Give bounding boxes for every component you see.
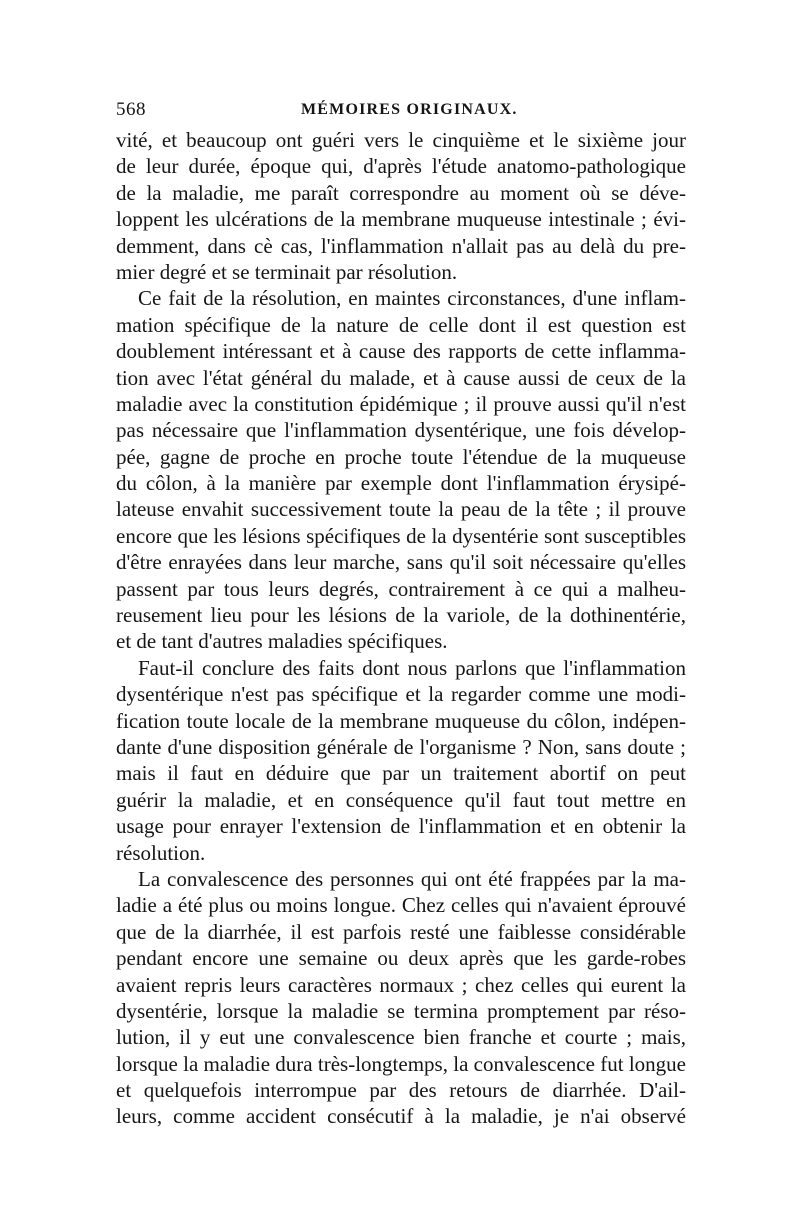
text-line: et de tant d'autres maladies spécifiques. [116,629,448,654]
text-line: et quelquefois interrompue par des retours de diarrhée. D'ail- [116,1078,686,1103]
text-line: avaient repris leurs caractères normaux ; chez celles qui eurent la [116,972,686,997]
page-header [116,99,686,125]
text-line: guérir la maladie, et en conséquence qu'il faut tout mettre en [116,787,686,812]
text-line: dysentérique n'est pas spécifique et la regarder comme une modi- [116,682,686,707]
text-line: loppent les ulcérations de la membrane muqueuse intestinale ; évi- [116,207,686,232]
text-line: ladie a été plus ou moins longue. Chez celles qui n'avaient éprouvé [116,893,686,918]
text-line: résolution. [116,840,206,865]
text-line: pée, gagne de proche en proche toute l'étendue de la muqueuse [116,444,686,469]
text-line: usage pour enrayer l'extension de l'inflammation et en obtenir la [116,814,686,839]
text-line: du côlon, à la manière par exemple dont l'inflammation érysipé- [116,471,686,496]
text-line: mier degré et se terminait par résolution. [116,259,458,284]
text-line: fication toute locale de la membrane muqueuse du côlon, indépen- [116,708,686,733]
text-line: demment, dans cè cas, l'inflammation n'allait pas au delà du pre- [116,233,686,258]
text-line: pas nécessaire que l'inflammation dysentérique, une fois dévelop- [116,418,686,443]
body-text [116,127,686,1130]
running-title: MÉMOIRES ORIGINAUX. [301,101,518,118]
text-line: d'être enrayées dans leur marche, sans qu'il soit nécessaire qu'elles [116,550,686,575]
text-line: lorsque la maladie dura très-longtemps, la convalescence fut longue [116,1051,686,1076]
text-line: Ce fait de la résolution, en maintes circonstances, d'une inflam- [138,286,686,311]
text-line: Faut-il conclure des faits dont nous parlons que l'inflammation [138,655,686,680]
text-line: mation spécifique de la nature de celle dont il est question est [116,312,686,337]
page-number: 568 [116,99,146,120]
text-line: de leur durée, époque qui, d'après l'étude anatomo-pathologique [116,154,686,179]
text-line: pendant encore une semaine ou deux après que les garde-robes [116,946,686,971]
text-line: dante d'une disposition générale de l'organisme ? Non, sans doute ; [116,734,686,759]
text-line: encore que les lésions spécifiques de la dysentérie sont susceptibles [116,523,686,548]
text-line: La convalescence des personnes qui ont été frappées par la ma- [138,866,686,891]
text-line: tion avec l'état général du malade, et à cause aussi de ceux de la [116,365,686,390]
text-line: lateuse envahit successivement toute la peau de la tête ; il prouve [116,497,686,522]
text-line: lution, il y eut une convalescence bien franche et courte ; mais, [116,1025,686,1050]
text-line: doublement intéressant et à cause des rapports de cette inflamma- [116,339,686,364]
text-line: passent par tous leurs degrés, contrairement à ce qui a malheu- [116,576,686,601]
text-line: vité, et beaucoup ont guéri vers le cinquième et le sixième jour [116,128,686,152]
text-line: mais il faut en déduire que par un traitement abortif on peut [116,761,686,786]
text-line: reusement lieu pour les lésions de la variole, de la dothinentérie, [116,603,686,628]
text-line: que de la diarrhée, il est parfois resté une faiblesse considérable [116,919,686,944]
text-line: de la maladie, me paraît correspondre au moment où se déve- [116,180,686,205]
text-line: dysentérie, lorsque la maladie se termina promptement par réso- [116,998,686,1023]
text-line: leurs, comme accident consécutif à la maladie, je n'ai observé [116,1104,686,1129]
text-line: maladie avec la constitution épidémique ; il prouve aussi qu'il n'est [116,391,686,416]
